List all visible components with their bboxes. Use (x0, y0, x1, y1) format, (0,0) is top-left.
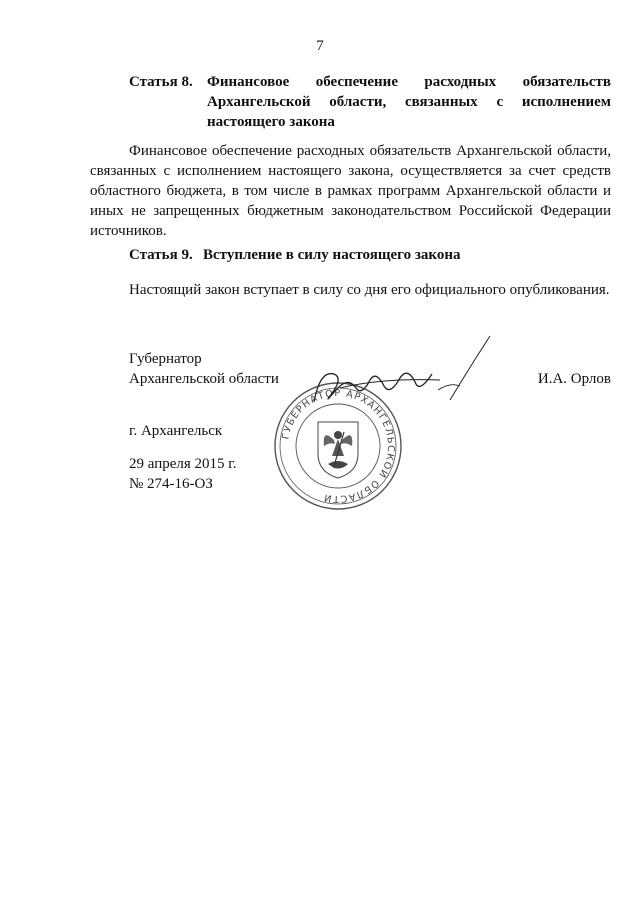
signatory-position-line1: Губернатор (129, 351, 202, 367)
seal-text: ГУБЕРНАТОР АРХАНГЕЛЬСКОЙ ОБЛАСТИ (280, 387, 397, 505)
page-number: 7 (316, 38, 324, 54)
article-9-heading (129, 245, 611, 265)
article-8-number: Статья 8. (129, 74, 193, 90)
article-8-text: Финансовое обеспечение расходных обязательств Архангельской области, связанных с исполнением настоящего закона, осуществляется за счет средств областного бюджета, в том числе в рамках программ Архангельской области и иных не запрещенных бюджетным законодательством Российской Федерации источников. (90, 143, 611, 239)
signatory-position-line2: Архангельской области (129, 371, 279, 387)
signing-date: 29 апреля 2015 г. (129, 456, 237, 472)
article-9-number: Статья 9. (129, 247, 193, 263)
coat-of-arms-icon (318, 422, 358, 478)
place-of-signing: г. Архангельск (129, 423, 223, 439)
signatory-position (129, 349, 279, 389)
law-number: № 274-16-ОЗ (129, 476, 213, 492)
handwritten-signature (300, 330, 500, 410)
article-9-text: Настоящий закон вступает в силу со дня его официального опубликования. (129, 282, 610, 298)
article-8-heading (129, 72, 611, 132)
article-9-title: Вступление в силу настоящего закона (203, 247, 461, 263)
signatory-name: И.А. Орлов (537, 371, 611, 387)
article-8-title: Финансовое обеспечение расходных обязательств Архангельской области, связанных с исполнением настоящего закона (207, 74, 611, 130)
date-and-number (129, 454, 237, 494)
